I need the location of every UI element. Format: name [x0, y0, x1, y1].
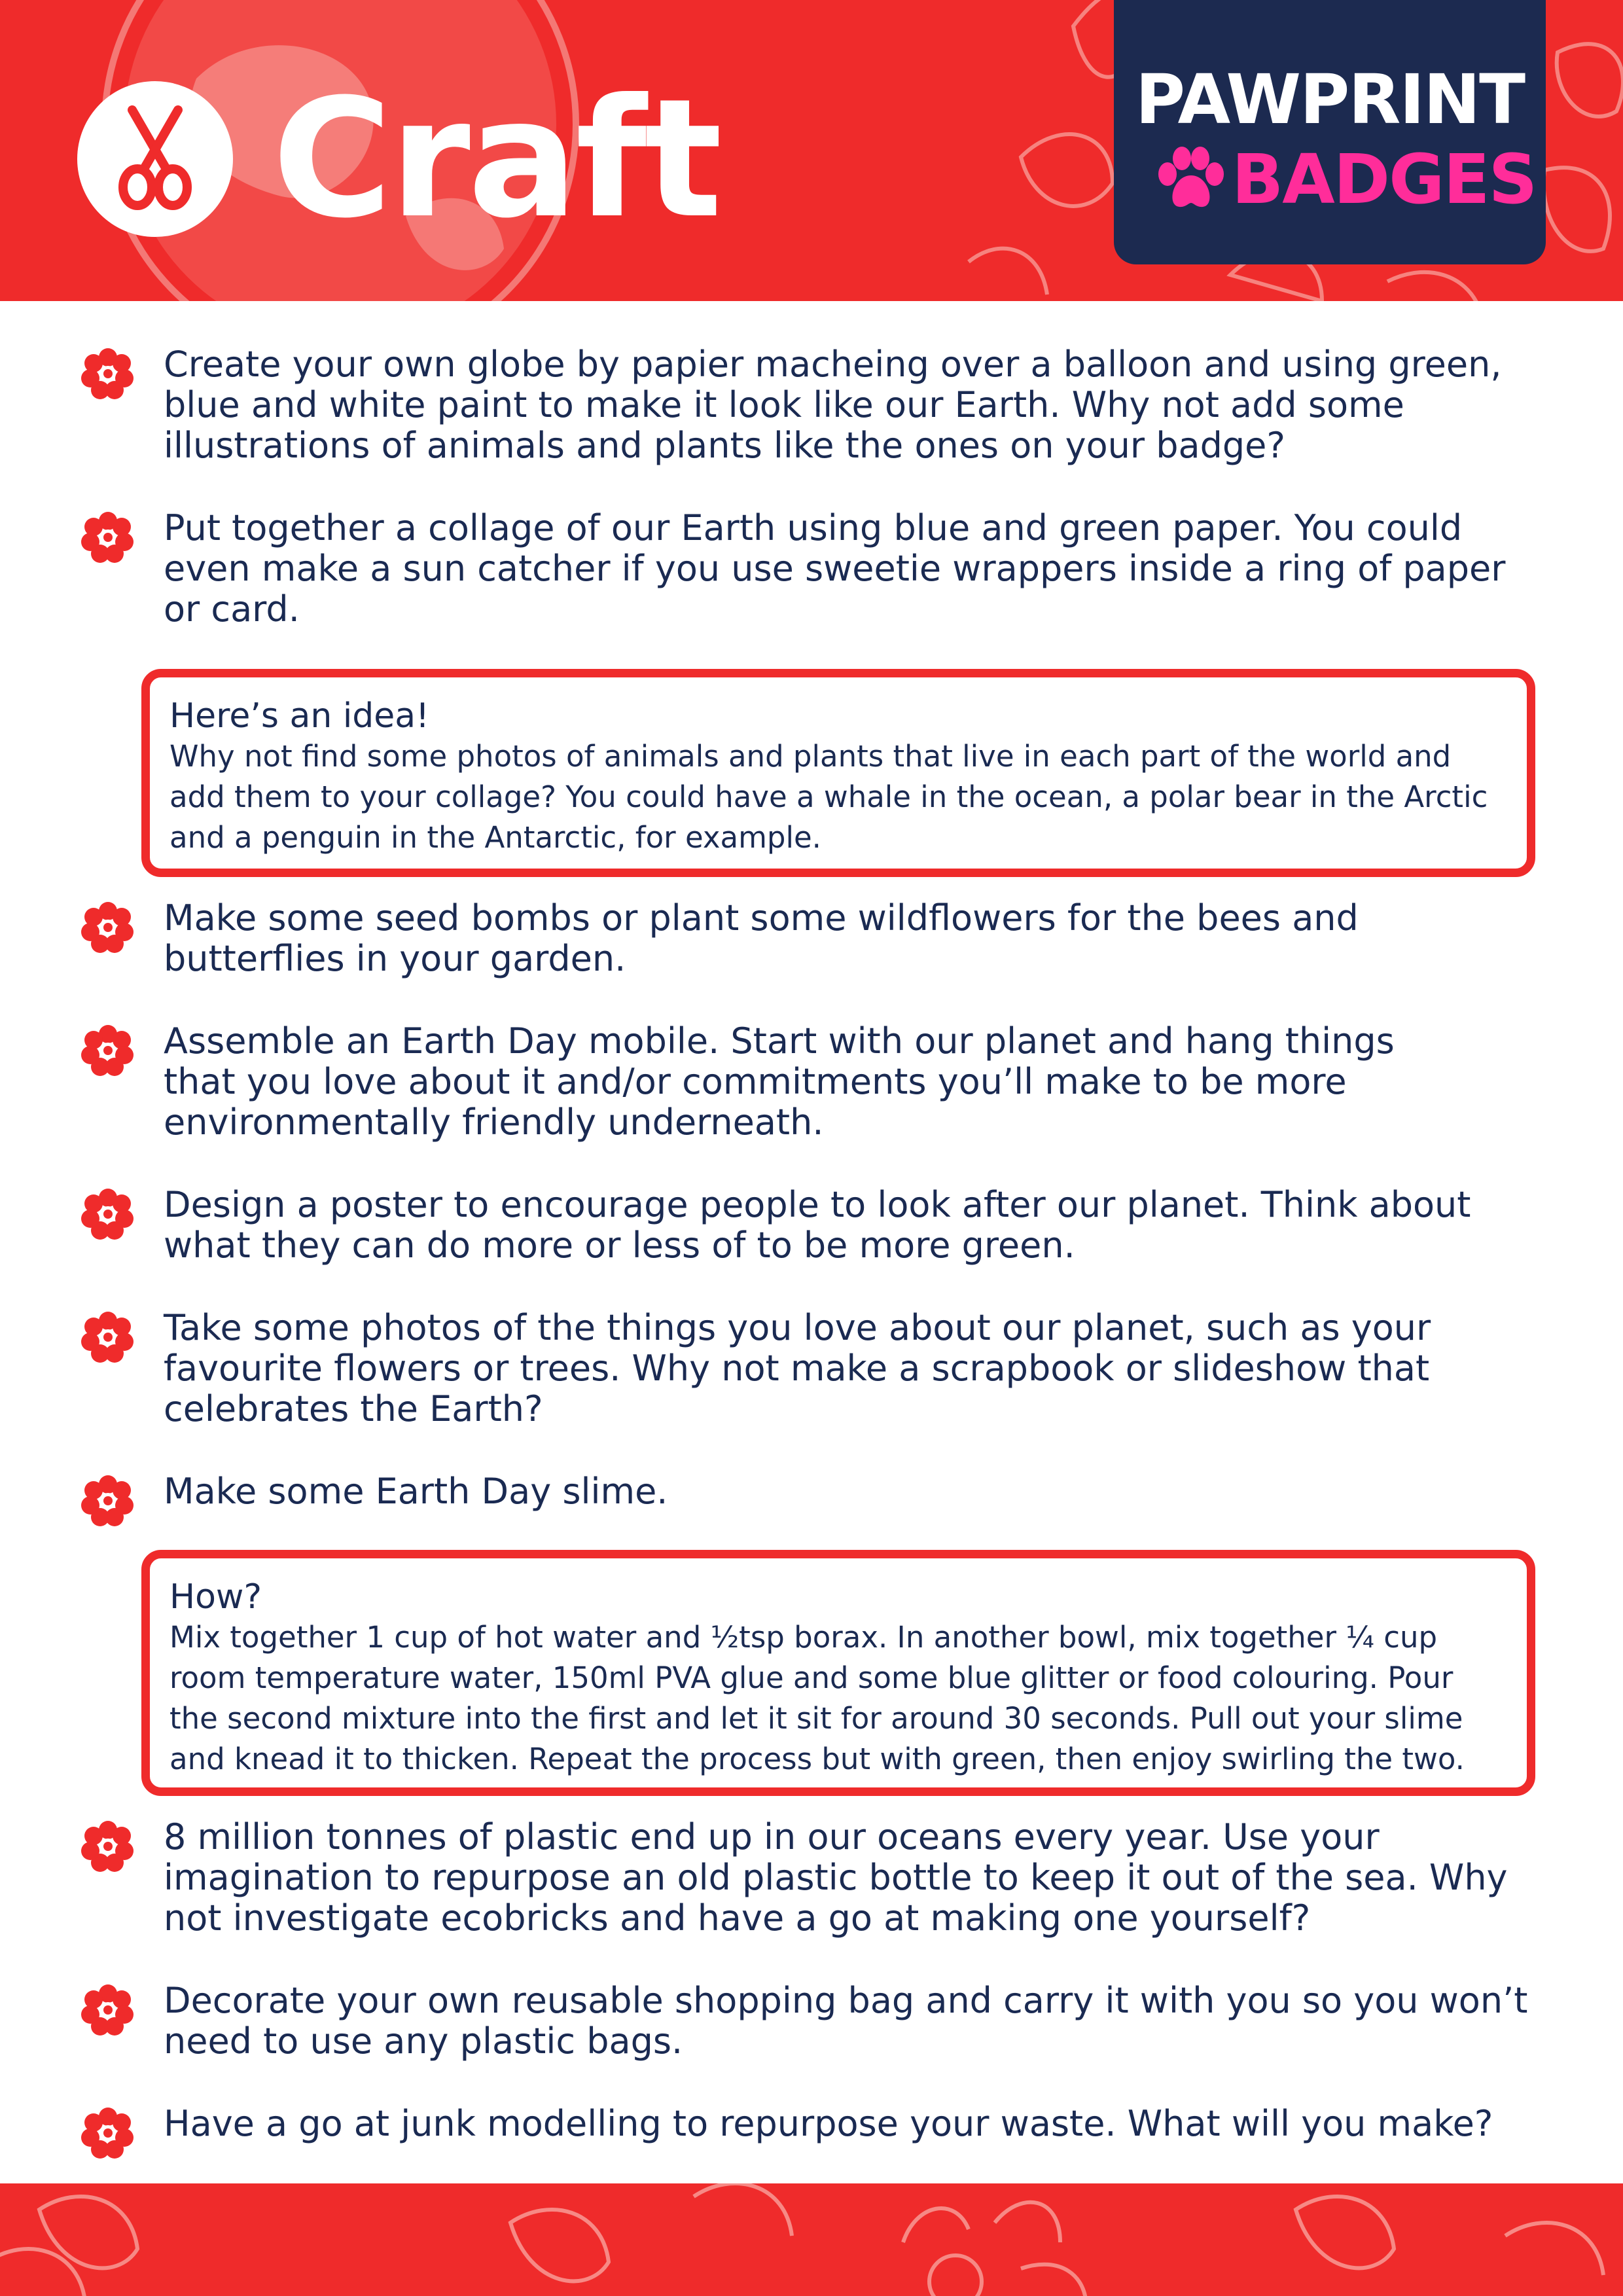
brand-logo: [1114, 0, 1546, 264]
list-item-text: Make some seed bombs or plant some wildflowers for the bees and butterflies in your garden.: [164, 897, 1359, 979]
list-item-text: Make some Earth Day slime.: [164, 1471, 668, 1512]
paw-icon: [1153, 147, 1225, 212]
list-item: [79, 1021, 1558, 1143]
list-item: [79, 1185, 1558, 1266]
brand-wordmark-top: PAWPRINT: [1135, 60, 1525, 139]
list-item-text: Design a poster to encourage people to look after our planet. Think about what they can do more or less of to be more green.: [164, 1184, 1471, 1266]
flower-bullet-icon: [79, 344, 137, 403]
flower-bullet-icon: [79, 898, 137, 957]
how-callout-body: Mix together 1 cup of hot water and ½tsp borax. In another bowl, mix together ¼ cup room temperature water, 150ml PVA glue and some blue glitter or food colouring. Pour the second mixture into the first and let it sit for around 30 seconds. Pull out your slime and knead it to thicken. Repeat the process but with green, then enjoy swirling the two.: [169, 1620, 1465, 1776]
flower-bullet-icon: [79, 1021, 137, 1080]
list-item-text: Take some photos of the things you love about our planet, such as your favourite flowers or trees. Why not make a scrapbook or slideshow that celebrates the Earth?: [164, 1307, 1431, 1429]
list-item-text: 8 million tonnes of plastic end up in our oceans every year. Use your imagination to repurpose an old plastic bottle to keep it out of the sea. Why not investigate ecobricks and have a go at making one yourself?: [164, 1816, 1508, 1939]
list-item: [79, 1308, 1558, 1429]
brand-wordmark-bottom-group: [1153, 139, 1537, 219]
flower-bullet-icon: [79, 1471, 137, 1530]
list-item: [79, 1817, 1558, 1939]
flower-bullet-icon: [79, 1817, 137, 1876]
how-callout-title: How?: [169, 1577, 262, 1617]
list-item-text: Put together a collage of our Earth using blue and green paper. You could even make a sun catcher if you use sweetie wrappers inside a ring of paper or card.: [164, 507, 1506, 630]
list-item-text: Create your own globe by papier macheing over a balloon and using green, blue and white paint to make it look like our Earth. Why not add some illustrations of animals and plants like the ones on your badge?: [164, 344, 1502, 466]
footer-decoration: [0, 2183, 1623, 2296]
list-item: [79, 344, 1558, 466]
flower-bullet-icon: [79, 1185, 137, 1244]
brand-wordmark-badges: BADGES: [1232, 139, 1537, 219]
list-item: [79, 1471, 1558, 1530]
title-group: [77, 63, 720, 254]
flower-bullet-icon: [79, 1981, 137, 2039]
list-item-text: Assemble an Earth Day mobile. Start with our planet and hang things that you love about it and/or commitments you’ll make to be more environmentally friendly underneath.: [164, 1020, 1395, 1143]
list-item: [79, 508, 1558, 630]
footer-banner: [0, 2183, 1623, 2296]
list-item-text: Have a go at junk modelling to repurpose your waste. What will you make?: [164, 2103, 1493, 2144]
page-title: Craft: [272, 63, 720, 254]
list-item-text: Decorate your own reusable shopping bag and carry it with you so you won’t need to use any plastic bags.: [164, 1980, 1528, 2062]
flower-bullet-icon: [79, 2104, 137, 2162]
idea-callout-box: [141, 669, 1535, 877]
scissors-icon: [77, 81, 233, 237]
idea-callout-title: Here’s an idea!: [169, 696, 429, 736]
list-item: [79, 898, 1558, 979]
how-callout-box: [141, 1550, 1535, 1796]
list-item: [79, 2104, 1558, 2162]
flower-bullet-icon: [79, 1308, 137, 1367]
idea-callout-body: Why not find some photos of animals and plants that live in each part of the world and add them to your collage? You could have a whale in the ocean, a polar bear in the Arctic and a penguin in the Antarctic, for example.: [169, 739, 1488, 855]
header-banner: [0, 0, 1623, 301]
flower-bullet-icon: [79, 508, 137, 567]
list-item: [79, 1981, 1558, 2062]
